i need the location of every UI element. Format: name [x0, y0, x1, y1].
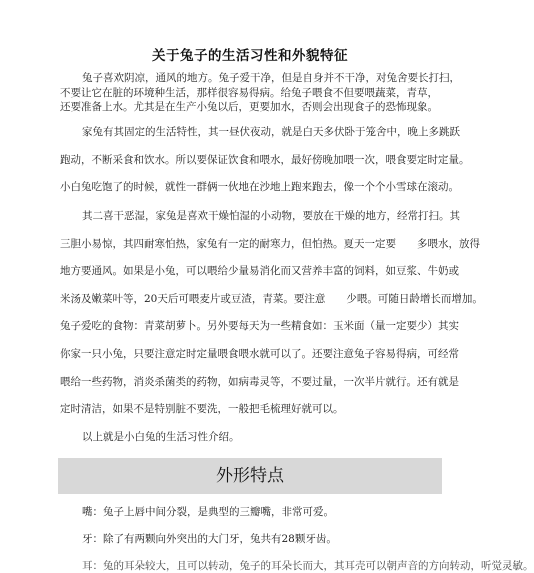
paragraph-line: 兔子喜欢阴凉，通风的地方。兔子爱干净，但是自身并不干净，对兔舍要长打扫， [82, 72, 460, 84]
article-title: 关于兔子的生活习性和外貌特征 [152, 48, 348, 64]
paragraph-line: 喂给一些药物，消炎杀菌类的药物，如病毒灵等，不要过量，一次半片就行。还有就是 [60, 376, 459, 388]
paragraph-line: 家兔有其固定的生活特性，其一昼伏夜动，就是白天多伏卧于笼舍中，晚上多跳跃 [82, 126, 460, 138]
paragraph-line: 其二喜干恶湿，家兔是喜欢干燥怕湿的小动物，要放在干燥的地方，经常打扫。其 [82, 210, 460, 222]
section-heading: 外形特点 [216, 466, 284, 486]
paragraph-line: 嘴：兔子上唇中间分裂，是典型的三瓣嘴，非常可爱。 [82, 506, 334, 518]
paragraph-line: 你家一只小兔，只要注意定时定量喂食喂水就可以了。还要注意兔子容易得病，可经常 [60, 348, 459, 360]
paragraph-line: 牙：除了有两颗向外突出的大门牙，兔共有28颗牙齿。 [82, 533, 337, 545]
paragraph-line: 还要准备上水。尤其是在生产小兔以后，更要加水，否则会出现食子的恐怖现象。 [60, 101, 438, 113]
paragraph-line: 小白兔吃饱了的时候，就性一群俩一伙地在沙地上跑来跑去，像一个个小雪球在滚动。 [60, 181, 459, 193]
paragraph-line: 不要让它在脏的环境种生活，那样很容易得病。给兔子喂食不但要喂蔬菜，青草， [60, 87, 438, 99]
paragraph-line: 跑动，不断采食和饮水。所以要保证饮食和喂水，最好傍晚加喂一次，喂食要定时定量。 [60, 154, 470, 166]
paragraph-line: 米汤及嫩菜叶等，20天后可喂麦片或豆渣，青菜。要注意 少喂。可随日龄增长而增加。 [60, 293, 483, 305]
paragraph-line: 以上就是小白兔的生活习性介绍。 [82, 431, 240, 443]
paragraph-line: 三胆小易惊，其四耐寒怕热，家兔有一定的耐寒力，但怕热。夏天一定要 多喂水，放得 [60, 238, 480, 250]
section-header-box [58, 458, 442, 494]
paragraph-line: 耳：兔的耳朵较大，且可以转动，兔子的耳朵长而大，其耳壳可以朝声音的方向转动，听觉灵敏。 [82, 560, 534, 572]
paragraph-line: 定时清洁，如果不是特别脏不要洗，一般把毛梳理好就可以。 [60, 403, 344, 415]
paragraph-line: 兔子爱吃的食物：青菜胡萝卜。另外要每天为一些精食如：玉米面（量一定要少）其实 [60, 320, 459, 332]
paragraph-line: 地方要通风。如果是小兔，可以喂给少量易消化而又营养丰富的饲料，如豆浆、牛奶或 [60, 265, 459, 277]
